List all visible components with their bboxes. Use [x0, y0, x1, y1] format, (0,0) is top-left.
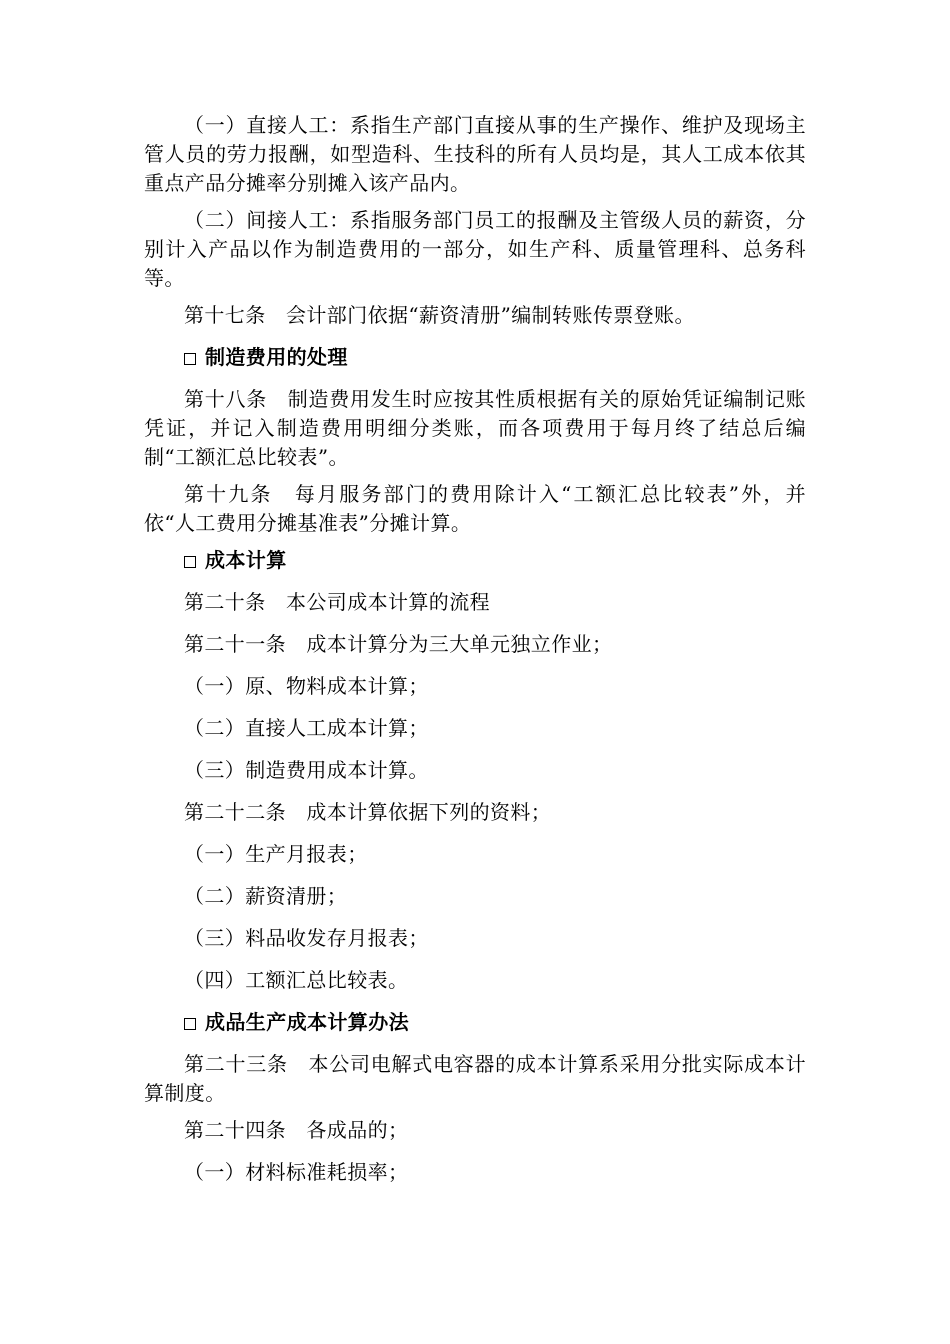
checkbox-square-icon [184, 1018, 196, 1030]
article-24: 第二十四条 各成品的； [184, 1118, 409, 1142]
checkbox-square-icon [184, 353, 196, 365]
list-item: （二）直接人工成本计算； [184, 716, 429, 740]
section-heading-cost-calc [144, 546, 806, 575]
article-23: 第二十三条 本公司电解式电容器的成本计算系采用分批实际成本计算制度。 [144, 1052, 806, 1105]
list-item: （二）薪资清册； [184, 884, 348, 908]
paragraph-direct-labor: （一）直接人工：系指生产部门直接从事的生产操作、维护及现场主管人员的劳力报酬，如型造科、生技科的所有人员均是，其人工成本依其重点产品分摊率分别摊入该产品内。 [144, 113, 806, 195]
list-item: （一）材料标准耗损率； [184, 1160, 409, 1184]
article-21: 第二十一条 成本计算分为三大单元独立作业； [184, 632, 613, 656]
list-item: （三）制造费用成本计算。 [184, 758, 429, 782]
paragraph-indirect-labor: （二）间接人工：系指服务部门员工的报酬及主管级人员的薪资，分别计入产品以作为制造费用的一部分，如生产科、质量管理科、总务科等。 [144, 208, 806, 290]
article-17: 第十七条 会计部门依据“薪资清册”编制转账传票登账。 [184, 303, 695, 327]
article-22: 第二十二条 成本计算依据下列的资料； [184, 800, 552, 824]
section-heading-text: 成本计算 [205, 548, 287, 572]
article-19: 第十九条 每月服务部门的费用除计入“工额汇总比较表”外，并依“人工费用分摊基准表”分摊计算。 [144, 482, 806, 535]
section-heading-text: 成品生产成本计算办法 [205, 1010, 409, 1034]
section-heading-text: 制造费用的处理 [205, 345, 348, 369]
checkbox-square-icon [184, 556, 196, 568]
article-20: 第二十条 本公司成本计算的流程 [184, 590, 490, 614]
list-item: （一）原、物料成本计算； [184, 674, 429, 698]
list-item: （三）料品收发存月报表； [184, 926, 429, 950]
section-heading-overhead [144, 343, 806, 372]
section-heading-product-cost [144, 1008, 806, 1037]
list-item: （一）生产月报表； [184, 842, 368, 866]
article-18: 第十八条 制造费用发生时应按其性质根据有关的原始凭证编制记账凭证，并记入制造费用明细分类账，而各项费用于每月终了结总后编制“工额汇总比较表”。 [144, 387, 806, 469]
list-item: （四）工额汇总比较表。 [184, 968, 409, 992]
